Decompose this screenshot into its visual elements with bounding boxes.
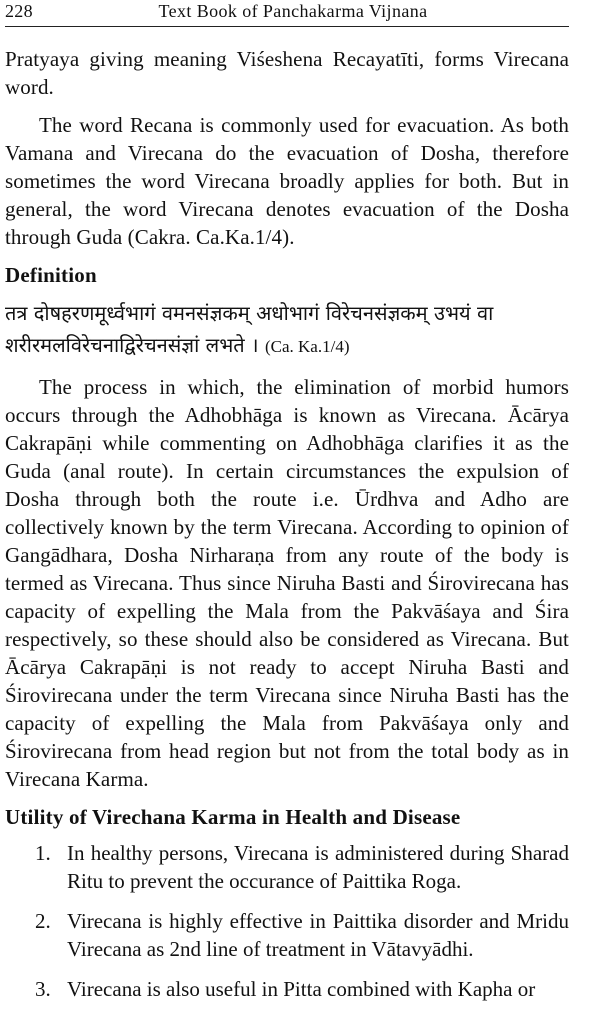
section-heading-definition: Definition (5, 263, 97, 287)
list-item-number: 1. (35, 841, 51, 865)
section-heading-utility: Utility of Virechana Karma in Health and Disease (5, 805, 461, 829)
sanskrit-verse (5, 297, 569, 363)
list-item-text: Virecana is also useful in Pitta combined with Kapha or (67, 977, 536, 1001)
list-item-text: In healthy persons, Virecana is administered during Sharad Ritu to prevent the occurance of Paittika Roga. (67, 841, 569, 893)
list-item-number: 3. (35, 977, 51, 1001)
sanskrit-citation: (Ca. Ka.1/4) (264, 337, 350, 356)
sanskrit-text: तत्र दोषहरणमूर्ध्वभागं वमनसंज्ञकम् अधोभागं विरेचनसंज्ञकम् उभयं वा शरीरमलविरेचनाद्विरेचनसंज्ञां लभते । (5, 301, 494, 357)
list-item (35, 839, 569, 895)
page-header (5, 0, 569, 27)
paragraph-recana: The word Recana is commonly used for evacuation. As both Vamana and Virecana do the evacuation of Dosha, therefore sometimes the word Virecana broadly applies for both. But in general, the word Virecana denotes evacuation of the Dosha through Guda (Cakra. Ca.Ka.1/4). (5, 113, 569, 249)
paragraph-process: The process in which, the elimination of morbid humors occurs through the Adhobhāga is known as Virecana. Ācārya Cakrapāṇi while commenting on Adhobhāga clarifies it as the Guda (anal route). In certain circumstances the expulsion of Dosha through both the route i.e. Ūrdhva and Adho are collectively known by the term Virecana. According to opinion of Gangādhara, Dosha Nirharaṇa from any route of the body is termed as Virecana. Thus since Niruha Basti and Śirovirecana has capacity of expelling the Mala from the Pakvāśaya and Śira respectively, so these should also be considered as Virecana. But Ācārya Cakrapāṇi is not ready to accept Niruha Basti and Śirovirecana under the term Virecana since Niruha Basti has the capacity of expelling the Mala from Pakvāśaya only and Śirovirecana from head region but not from the total body as in Virecana Karma. (5, 375, 569, 791)
list-item-text: Virecana is highly effective in Paittika disorder and Mridu Virecana as 2nd line of treatment in Vātavyādhi. (67, 909, 569, 961)
list-item (35, 975, 569, 1003)
utility-list (5, 839, 569, 1003)
page-number: 228 (5, 1, 33, 21)
list-item-number: 2. (35, 909, 51, 933)
list-item (35, 907, 569, 963)
paragraph-pratyaya: Pratyaya giving meaning Viśeshena Recayatīti, forms Virecana word. (5, 47, 569, 99)
running-title: Text Book of Panchakarma Vijnana (158, 1, 428, 21)
